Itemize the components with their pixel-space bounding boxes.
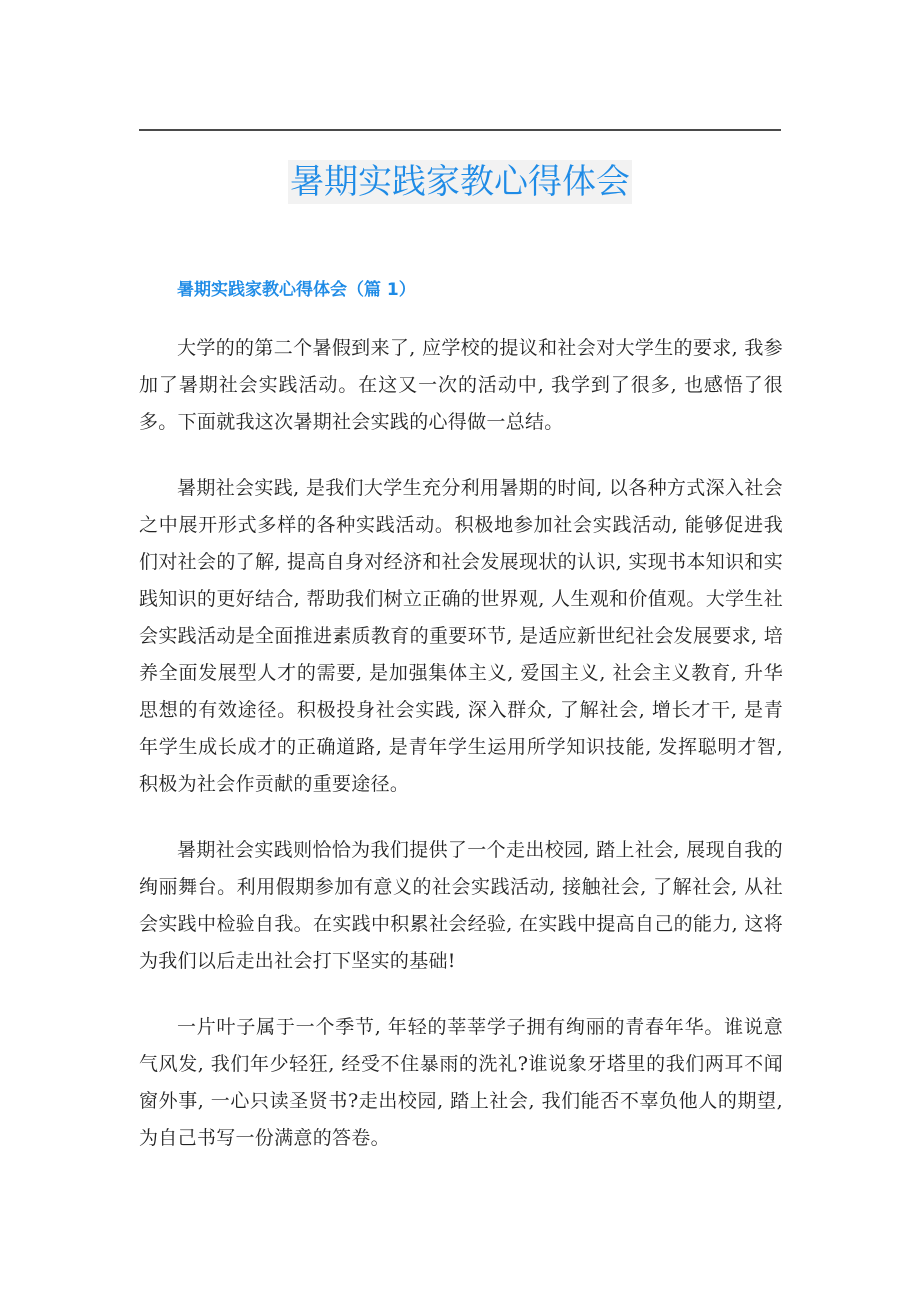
paragraph-2: 暑期社会实践, 是我们大学生充分利用暑期的时间, 以各种方式深入社会之中展开形式多样的各种实践活动。积极地参加社会实践活动, 能够促进我们对社会的了解, 提高自身对经济和社会发展现状的认识, 实现书本知识和实践知识的更好结合, 帮助我们树立正确的世界观, 人生观和价值观。大学生社会实践活动是全面推进素质教育的重要环节, 是适应新世纪社会发展要求, 培养全面发展型人才的需要, 是加强集体主义, 爱国主义, 社会主义教育, 升华思想的有效途径。积极投身社会实践, 深入群众, 了解社会, 增长才干, 是青年学生成长成才的正确道路, 是青年学生运用所学知识技能, 发挥聪明才智, 积极为社会作贡献的重要途径。: [139, 477, 783, 795]
paragraph-1: 大学的的第二个暑假到来了, 应学校的提议和社会对大学生的要求, 我参加了暑期社会实践活动。在这又一次的活动中, 我学到了很多, 也感悟了很多。下面就我这次暑期社会实践的心得做一总结。: [139, 337, 783, 433]
title-container: [0, 160, 920, 204]
section-heading: 暑期实践家教心得体会（篇 1）: [177, 280, 416, 300]
header-divider: [139, 129, 781, 131]
document-body: [139, 330, 783, 1186]
paragraph-4: 一片叶子属于一个季节, 年轻的莘莘学子拥有绚丽的青春年华。谁说意气风发, 我们年少轻狂, 经受不住暴雨的洗礼?谁说象牙塔里的我们两耳不闻窗外事, 一心只读圣贤书?走出校园, 踏上社会, 我们能否不辜负他人的期望, 为自己书写一份满意的答卷。: [139, 1016, 783, 1149]
paragraph-3: 暑期社会实践则恰恰为我们提供了一个走出校园, 踏上社会, 展现自我的绚丽舞台。利用假期参加有意义的社会实践活动, 接触社会, 了解社会, 从社会实践中检验自我。在实践中积累社会经验, 在实践中提高自己的能力, 这将为我们以后走出社会打下坚实的基础!: [139, 839, 783, 972]
page-title: 暑期实践家教心得体会: [290, 162, 630, 202]
